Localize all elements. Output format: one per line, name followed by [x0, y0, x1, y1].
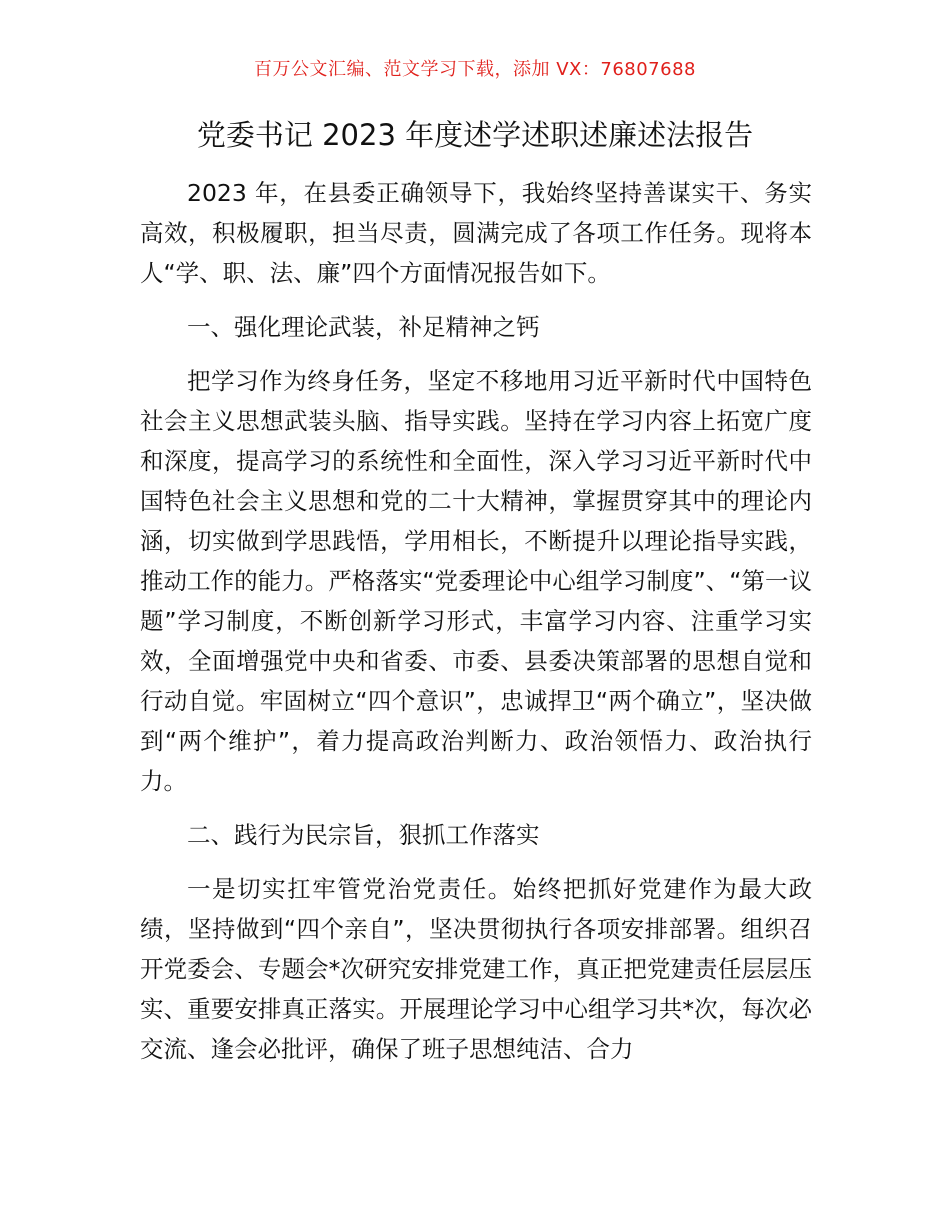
section-1-paragraph: 把学习作为终身任务，坚定不移地用习近平新时代中国特色社会主义思想武装头脑、指导实践。坚持在学习内容上拓宽广度和深度，提高学习的系统性和全面性，深入学习习近平新时代中国特色社会主义思想和党的二十大精神，掌握贯穿其中的理论内涵，切实做到学思践悟，学用相长，不断提升以理论指导实践，推动工作的能力。严格落实“党委理论中心组学习制度”、“第一议题”学习制度，不断创新学习形式，丰富学习内容、注重学习实效，全面增强党中央和省委、市委、县委决策部署的思想自觉和行动自觉。牢固树立“四个意识”，忠诚捍卫“两个确立”，坚决做到“两个维护”，着力提高政治判断力、政治领悟力、政治执行力。 — [140, 367, 812, 795]
document-title: 党委书记 2023 年度述学述职述廉述法报告 — [196, 118, 754, 152]
section-2-paragraph: 一是切实扛牢管党治党责任。始终把抓好党建作为最大政绩，坚持做到“四个亲自”，坚决贯彻执行各项安排部署。组织召开党委会、专题会*次研究安排党建工作，真正把党建责任层层压实、重要安排真正落实。开展理论学习中心组学习共*次，每次必交流、逢会必批评，确保了班子思想纯洁、合力 — [140, 875, 812, 1063]
intro-paragraph: 2023 年，在县委正确领导下，我始终坚持善谋实干、务实高效，积极履职，担当尽责，圆满完成了各项工作任务。现将本人“学、职、法、廉”四个方面情况报告如下。 — [140, 179, 812, 287]
section-heading-2: 二、践行为民宗旨，狠抓工作落实 — [187, 821, 540, 849]
header-promo-note: 百万公文汇编、范文学习下载，添加 VX：76807688 — [254, 59, 696, 80]
section-heading-1: 一、强化理论武装，补足精神之钙 — [187, 313, 540, 341]
document-body — [140, 173, 812, 1083]
